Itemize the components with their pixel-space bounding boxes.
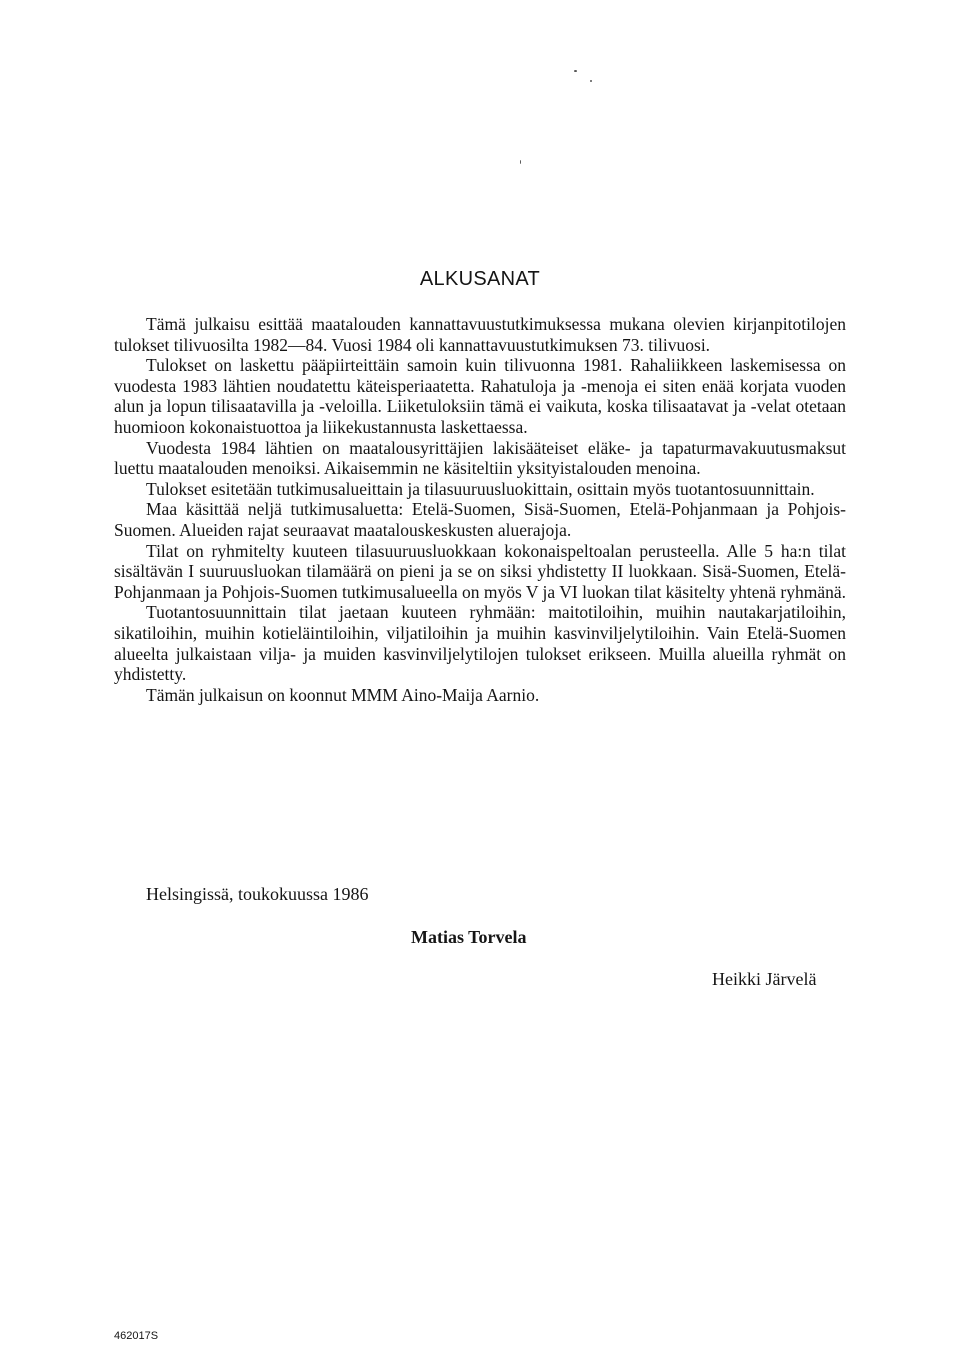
scan-speck xyxy=(520,160,521,164)
signatory-name: Heikki Järvelä xyxy=(712,969,817,989)
paragraph: Tilat on ryhmitelty kuuteen tilasuuruusluokkaan kokonaispeltoalan perusteella. Alle 5 ha:n tilat sisältävän I suuruusluokan tilamäärä on pieni ja se on siksi yhdistetty II luokkaan. Sisä-Suomen, Etelä-Pohjanmaan ja Pohjois-Suomen tutkimusalueella on myös V ja VI luokan tilat käsitelty yhtenä ryhmänä. xyxy=(114,540,846,602)
body-text xyxy=(114,314,846,705)
document-title: ALKUSANAT xyxy=(419,268,541,290)
paragraph: Maa käsittää neljä tutkimusaluetta: Etelä-Suomen, Sisä-Suomen, Etelä-Pohjanmaan ja Pohjois-Suomen. Alueiden rajat seuraavat maatalouskeskusten aluerajoja. xyxy=(114,499,846,540)
print-code: 462017S xyxy=(114,1330,159,1342)
paragraph: Tulokset esitetään tutkimusalueittain ja tilasuuruusluokittain, osittain myös tuotantosuunnittain. xyxy=(146,478,815,499)
signatory-name: Matias Torvela xyxy=(411,927,527,947)
paragraph: Vuodesta 1984 lähtien on maatalousyrittäjien lakisääteiset eläke- ja tapaturmavakuutusmaksut luettu maatalouden menoiksi. Aikaisemmin ne käsiteltiin yksityistalouden menoina. xyxy=(114,437,846,479)
paragraph: Tulokset on laskettu pääpiirteittäin samoin kuin tilivuonna 1981. Rahaliikkeen laskemisessa on vuodesta 1983 lähtien noudatettu käteisperiaatetta. Rahatuloja ja -menoja ei siten enää korjata vuoden alun ja lopun tilisaatavilla ja -veloilla. Liiketuloksiin tämä ei vaikuta, koska tilisaatavat ja -velat otetaan huomioon kokonaistuottoa ja liikekustannusta laskettaessa. xyxy=(114,355,846,437)
paragraph: Tämä julkaisu esittää maatalouden kannattavuustutkimuksessa mukana olevien kirjanpitotilojen tulokset tilivuosilta 1982—84. Vuosi 1984 oli kannattavuustutkimuksen 73. tilivuosi. xyxy=(114,314,846,355)
paragraph: Tuotantosuunnittain tilat jaetaan kuuteen ryhmään: maitotiloihin, muihin nautakarjatiloihin, sikatiloihin, muihin kotieläintiloihin, viljatiloihin ja muihin kasvinviljelytiloihin. Vain Etelä-Suomen alueelta julkaistaan vilja- ja muiden kasvinviljelytilojen tulokset erikseen. Muilla alueilla ryhmät on yhdistetty. xyxy=(114,602,846,685)
scan-speck xyxy=(590,80,592,82)
paragraph: Tämän julkaisun on koonnut MMM Aino-Maija Aarnio. xyxy=(146,684,540,705)
place-date: Helsingissä, toukokuussa 1986 xyxy=(146,884,369,904)
scan-speck xyxy=(574,70,577,72)
